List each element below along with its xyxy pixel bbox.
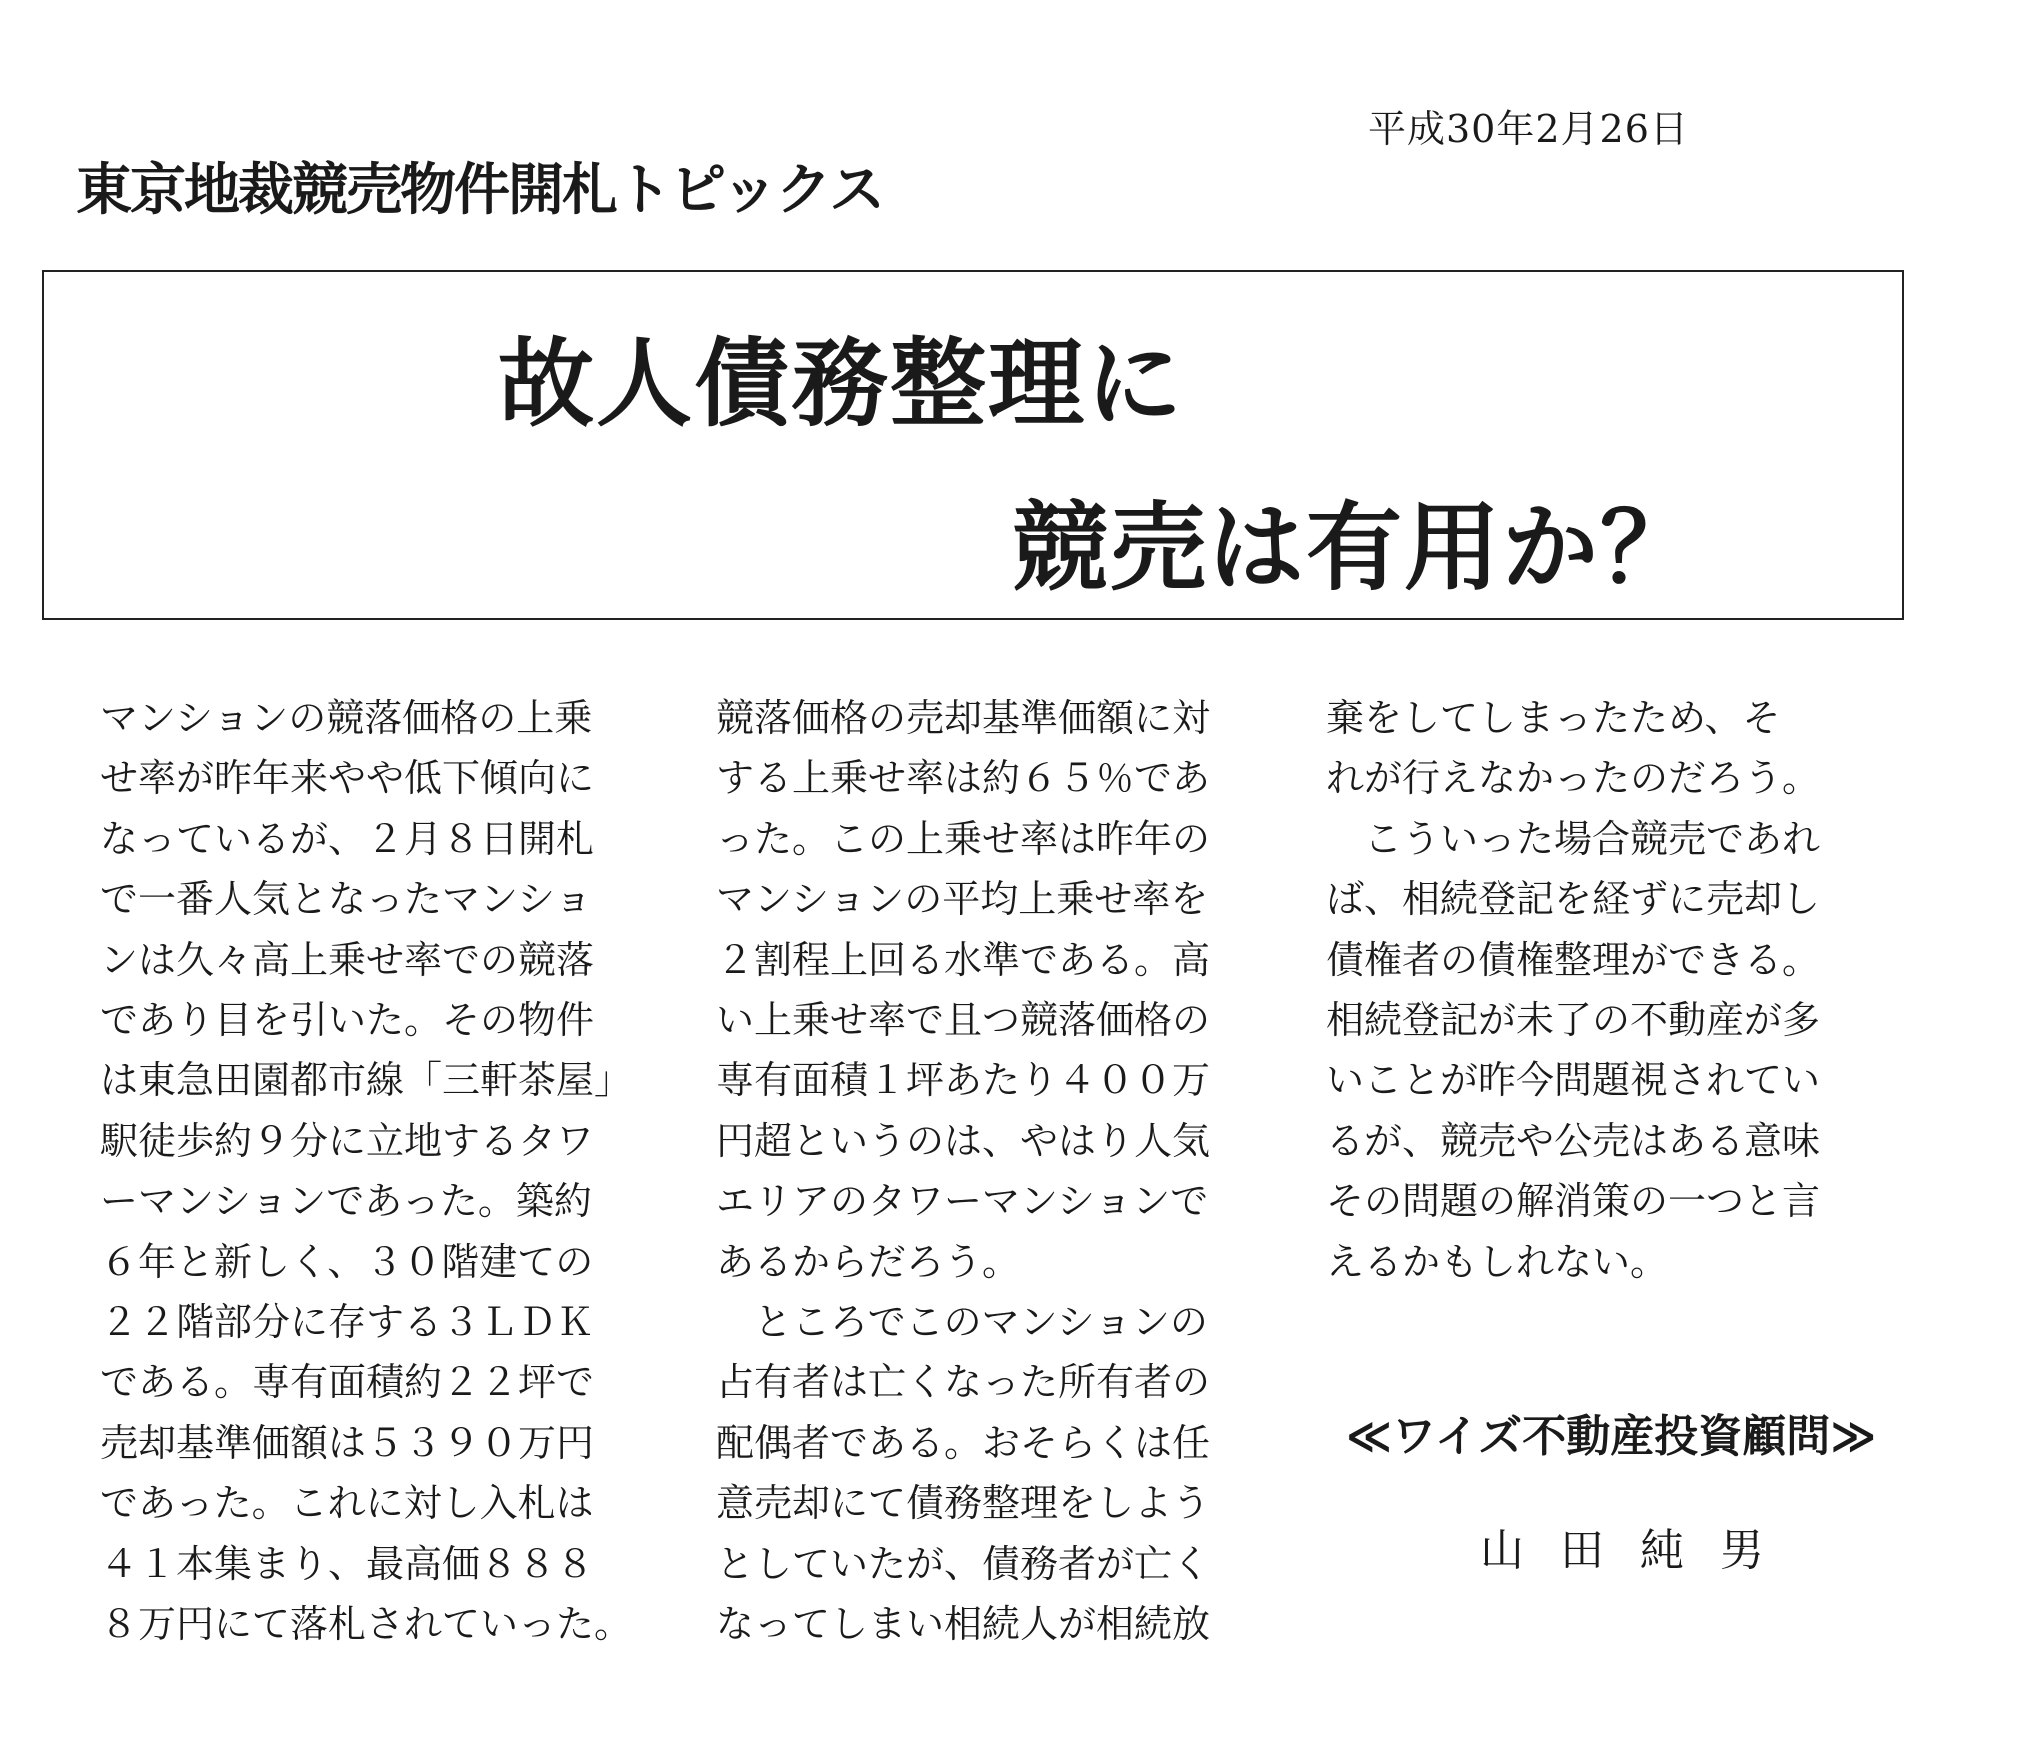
article-line: せ率が昨年来やや低下傾向に [100,756,595,801]
article-line: としていたが、債務者が亡く [716,1541,1211,1586]
article-line: 駅徒歩約９分に立地するタワ [100,1118,595,1163]
article-line: は東急田園都市線「三軒茶屋」 [100,1058,633,1103]
article-line: 配偶者である。おそらくは任 [716,1420,1211,1465]
article-line: 専有面積１坪あたり４００万 [716,1058,1211,1103]
article-line: する上乗せ率は約６５％であ [716,756,1211,801]
article-line: ンは久々高上乗せ率での競落 [100,937,595,982]
article-line: で一番人気となったマンショ [100,877,593,922]
headline-line-1: 故人債務整理に [498,328,1184,440]
series-title: 東京地裁競売物件開札トピックス [76,158,884,223]
article-line: ところでこのマンションの [716,1300,1208,1345]
article-line: れが行えなかったのだろう。 [1326,756,1821,801]
article-line: であった。これに対し入札は [100,1481,594,1526]
article-line: 競落価格の売却基準価額に対 [716,696,1211,740]
article-line: ２２階部分に存する３ＬＤＫ [100,1300,595,1345]
article-line: ば、相続登記を経ずに売却し [1326,877,1821,922]
article-line: 円超というのは、やはり人気 [716,1118,1211,1163]
article-line: った。この上乗せ率は昨年の [716,816,1211,861]
article-line: 棄をしてしまったため、そ [1326,696,1781,740]
article-line: い上乗せ率で且つ競落価格の [716,998,1211,1043]
article-line: 債権者の債権整理ができる。 [1326,937,1821,982]
article-column-1 [100,688,633,1655]
article-line: ８万円にて落札されていった。 [100,1602,633,1647]
article-line: えるかもしれない。 [1326,1239,1669,1284]
article-line: 意売却にて債務整理をしよう [716,1481,1211,1526]
article-line: その問題の解消策の一つと言 [1326,1179,1821,1224]
article-line: なっているが、２月８日開札 [100,816,595,861]
article-line: 占有者は亡くなった所有者の [716,1360,1211,1405]
article-line: 相続登記が未了の不動産が多 [1326,998,1821,1043]
article-line: ーマンションであった。築約 [100,1179,592,1224]
author-name: 山田純男 [1480,1525,1800,1576]
article-line: あるからだろう。 [716,1239,1021,1284]
article-line: である。専有面積約２２坪で [100,1360,595,1405]
article-column-2 [716,688,1236,1655]
article-line: ６年と新しく、３０階建ての [100,1239,594,1284]
headline-box [42,270,1904,620]
company-name: ≪ワイズ不動産投資顧問≫ [1346,1411,1877,1462]
article-line: こういった場合競売であれ [1326,816,1821,861]
article-line: 売却基準価額は５３９０万円 [100,1420,595,1465]
article-column-3 [1326,688,1846,1292]
article-line: ４１本集まり、最高価８８８ [100,1541,595,1586]
article-line: マンションの競落価格の上乗 [100,696,593,740]
article-line: ２割程上回る水準である。高 [716,937,1211,982]
article-line: いことが昨今問題視されてい [1326,1058,1821,1103]
article-line: マンションの平均上乗せ率を [716,877,1209,922]
headline-line-2: 競売は有用か？ [1012,492,1698,604]
publication-date: 平成30年2月26日 [1368,107,1689,151]
article-line: るが、競売や公売はある意味 [1326,1118,1821,1163]
article-line: であり目を引いた。その物件 [100,998,595,1043]
article-line: エリアのタワーマンションで [716,1179,1209,1224]
article-line: なってしまい相続人が相続放 [716,1602,1211,1647]
